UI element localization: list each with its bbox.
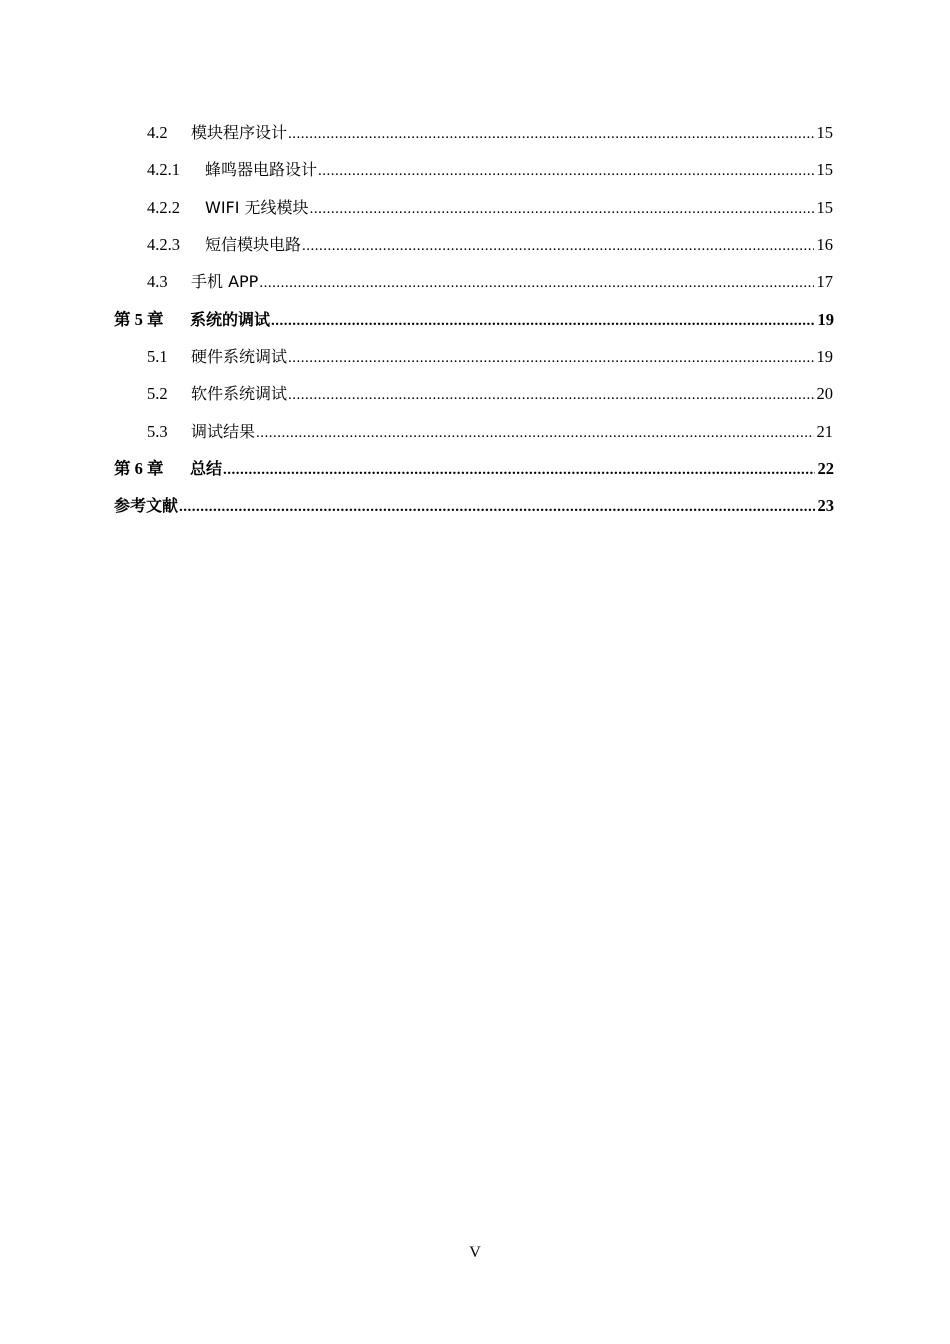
toc-entry-references[interactable]	[114, 494, 834, 518]
toc-title: 软件系统调试	[191, 384, 288, 403]
dot-leader	[302, 234, 814, 258]
dot-leader	[318, 159, 814, 183]
toc-page: 16	[816, 235, 833, 254]
dot-leader	[288, 122, 814, 146]
toc-title: 手机 APP	[191, 272, 259, 291]
toc-entry-4-2-3[interactable]	[147, 233, 833, 257]
toc-number: 第 5 章	[114, 310, 164, 329]
dot-leader	[256, 421, 814, 445]
toc-entry-chapter-6[interactable]	[114, 457, 834, 481]
toc-title: 硬件系统调试	[191, 347, 288, 366]
toc-number: 5.1	[147, 347, 168, 366]
toc-entry-4-2[interactable]	[147, 121, 833, 145]
toc-entry-4-2-2[interactable]	[147, 196, 833, 220]
toc-title: 蜂鸣器电路设计	[205, 160, 318, 179]
toc-entry-5-1[interactable]	[147, 345, 833, 369]
toc-title: 短信模块电路	[205, 235, 302, 254]
page-number: V	[469, 1244, 481, 1261]
toc-entry-4-2-1[interactable]	[147, 158, 833, 182]
toc-entry-chapter-5[interactable]	[114, 308, 834, 332]
toc-title: 调试结果	[191, 422, 256, 441]
toc-page: 22	[817, 459, 834, 478]
toc-page: 23	[817, 496, 834, 515]
toc-number: 4.2.3	[147, 235, 180, 254]
toc-title: 参考文献	[114, 496, 179, 515]
toc-page: 19	[816, 347, 833, 366]
toc-page: 20	[816, 384, 833, 403]
dot-leader	[179, 495, 815, 519]
toc-entry-5-3[interactable]	[147, 420, 833, 444]
toc-page: 15	[816, 123, 833, 142]
toc-number: 4.3	[147, 272, 168, 291]
toc-number: 5.2	[147, 384, 168, 403]
toc-number: 4.2.1	[147, 160, 180, 179]
dot-leader	[223, 458, 815, 482]
dot-leader	[310, 197, 814, 221]
toc-page: 21	[816, 422, 833, 441]
toc-number: 4.2.2	[147, 198, 180, 217]
dot-leader	[288, 383, 814, 407]
toc-number: 第 6 章	[114, 459, 164, 478]
toc-number: 4.2	[147, 123, 168, 142]
dot-leader	[288, 346, 814, 370]
toc-title: 总结	[190, 459, 223, 478]
toc-title: WIFI 无线模块	[205, 198, 309, 217]
toc-title: 系统的调试	[190, 310, 271, 329]
toc-entry-5-2[interactable]	[147, 382, 833, 406]
toc-page: 19	[817, 310, 834, 329]
toc-page: 17	[816, 272, 833, 291]
toc-number: 5.3	[147, 422, 168, 441]
toc-page: 15	[816, 160, 833, 179]
toc-title: 模块程序设计	[191, 123, 288, 142]
toc-page: 15	[816, 198, 833, 217]
toc-entry-4-3[interactable]	[147, 270, 833, 294]
dot-leader	[259, 271, 814, 295]
dot-leader	[271, 309, 815, 333]
